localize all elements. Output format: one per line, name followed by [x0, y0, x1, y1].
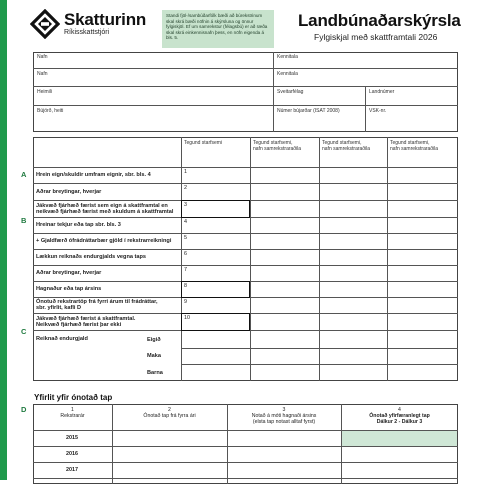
endurgjald-label: Reiknað endurgjald: [36, 336, 88, 342]
row-number-4: 4: [184, 219, 187, 225]
row-number-1: 1: [184, 169, 187, 175]
row-number-6: 6: [184, 251, 187, 257]
yfirlit-h1-num: 1: [71, 407, 74, 413]
row-label-4: Hreinar tekjur eða tap sbr. bls. 3: [36, 222, 121, 228]
name-field-2[interactable]: Nafn: [37, 71, 48, 77]
numer-bujardar-field[interactable]: Númer bújarðar (ISAT 2008): [277, 108, 340, 114]
notice-box: Standi fjöl-/sambúðarfólk bæði að búrekstrinum skal skrá bæði nöfnin á skýrsluna og önnur fylgiskjöl. Ef um samrekstur (félagsbú) er að ræða skal skrá einkennisnafn þess, en nöfn eigenda á bls. 5.: [162, 10, 274, 48]
endurgjald-maka: Maka: [147, 353, 161, 359]
kennitala-field-2[interactable]: Kennitala: [277, 71, 298, 77]
row-number-5: 5: [184, 235, 187, 241]
row-label-2: Aðrar breytingar, hverjar: [36, 189, 102, 195]
yfirlit-h4-num: 4: [398, 407, 401, 413]
heimili-field[interactable]: Heimili: [37, 89, 52, 95]
highlight-cell: [342, 431, 457, 446]
row-label-6: Lækkun reiknaðs endurgjalds vegna taps: [36, 254, 147, 260]
row-number-10: 10: [184, 315, 190, 321]
row-label-5: + Gjaldfærð ófrádráttarbær gjöld í rekstrarreikningi: [36, 238, 172, 244]
row-label-7: Aðrar breytingar, hverjar: [36, 270, 102, 276]
row-label-9: Ónotuð rekstrartöp frá fyrri árum til frádráttar, sbr. yfirlit, kafli D: [36, 299, 158, 312]
year-row-2017: 2017: [66, 467, 78, 473]
yfirlit-h2: Ónotað tap frá fyrra ári: [143, 413, 196, 419]
row-number-7: 7: [184, 267, 187, 273]
total-cell-row-3[interactable]: [181, 200, 250, 218]
column-header-2: Tegund starfsemi, nafn samrekstraraðila: [253, 140, 302, 152]
landnumer-field[interactable]: Landnúmer: [369, 89, 395, 95]
column-header-3: Tegund starfsemi, nafn samrekstraraðila: [322, 140, 371, 152]
yfirlit-h4: Ónotað yfirfæranlegt tap Dálkur 2 - Dálkur 3: [369, 413, 430, 425]
page-subtitle: Fylgiskjal með skattframtali 2026: [314, 32, 438, 42]
row-number-3: 3: [184, 202, 187, 208]
sveitarfelag-field[interactable]: Sveitarfélag: [277, 89, 304, 95]
row-label-3: Jákvæð fjárhæð færist sem eign á skattframtal en neikvæð fjárhæð færist með skuldum á skattframtal: [36, 203, 174, 216]
section-a-label: A: [21, 170, 27, 179]
skatturinn-logo-icon: [30, 9, 60, 39]
yfirlit-h3: Notað á móti hagnaði ársins (elsta tap notast alltaf fyrst): [251, 413, 317, 425]
yfirlit-h3-num: 3: [282, 407, 286, 413]
row-label-8: Hagnaður eða tap ársins: [36, 286, 102, 292]
endurgjald-eigid: Eigið: [147, 337, 161, 343]
column-header-1: Tegund starfsemi: [184, 140, 223, 146]
row-label-10: Jákvæð fjárhæð færist á skattframtal. Neikvæð fjárhæð færist þar ekki: [36, 316, 136, 329]
brand-name: Skatturinn: [64, 10, 147, 29]
name-field-1[interactable]: Nafn: [37, 54, 48, 60]
page-title: Landbúnaðarskýrsla: [298, 11, 461, 30]
endurgjald-barna: Barna: [147, 370, 163, 376]
row-label-1: Hrein eign/skuldir umfram eignir, sbr. bls. 4: [36, 172, 151, 178]
brand-subtitle: Ríkisskattstjóri: [64, 29, 110, 36]
section-b-label: B: [21, 216, 27, 225]
total-cell-row-10[interactable]: [181, 313, 250, 331]
vsk-field[interactable]: VSK-nr.: [369, 108, 387, 114]
row-number-8: 8: [184, 283, 187, 289]
accent-bar: [0, 0, 7, 480]
yfirlit-h2-num: 2: [168, 407, 171, 413]
column-header-4: Tegund starfsemi, nafn samrekstraraðila: [390, 140, 439, 152]
year-row-2015: 2015: [66, 435, 78, 441]
row-number-9: 9: [184, 299, 187, 305]
row-number-2: 2: [184, 185, 187, 191]
yfirlit-h1: Rekstrarár: [60, 413, 85, 419]
kennitala-field-1[interactable]: Kennitala: [277, 54, 298, 60]
section-d-label: D: [21, 405, 27, 414]
total-cell-row-8[interactable]: [181, 281, 250, 298]
yfirlit-title: Yfirlit yfir ónotað tap: [34, 393, 113, 402]
bujord-field[interactable]: Bújörð, heiti: [37, 108, 64, 114]
section-c-label: C: [21, 327, 27, 336]
year-row-2016: 2016: [66, 451, 78, 457]
